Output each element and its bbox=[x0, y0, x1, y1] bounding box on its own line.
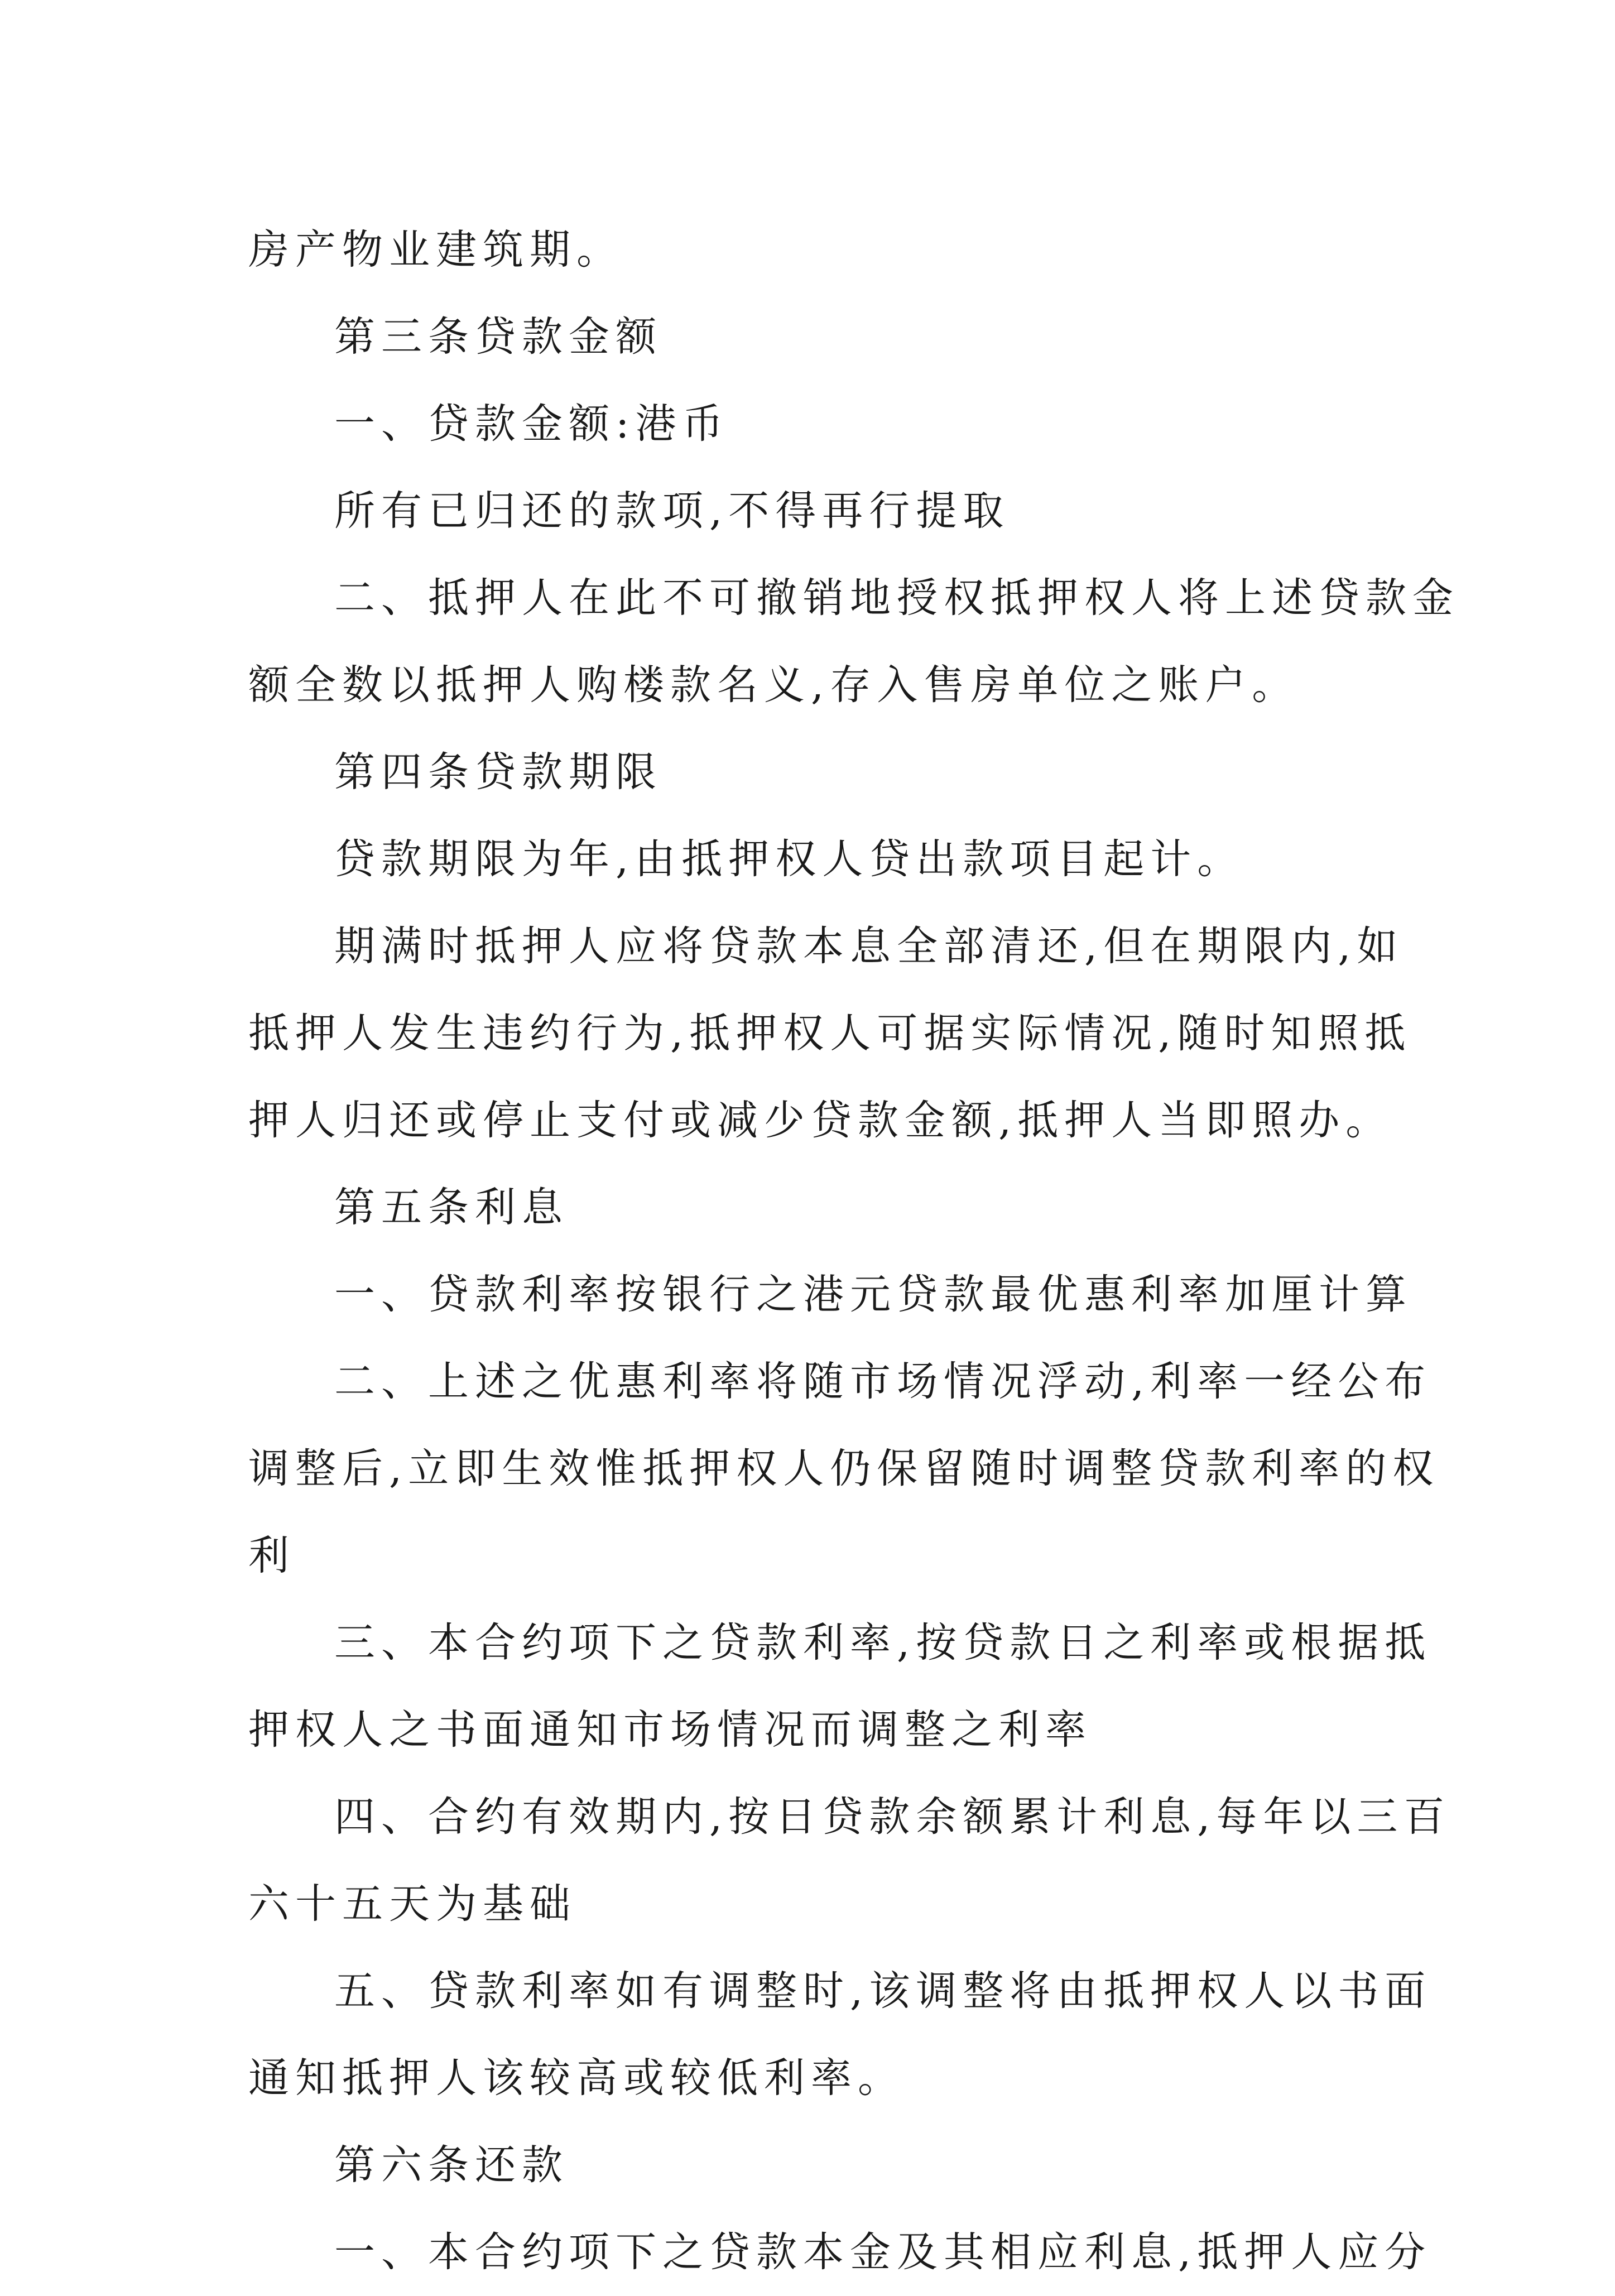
document-line: 押权人之书面通知市场情况而调整之利率 bbox=[248, 1706, 1092, 1754]
document-line: 通知抵押人该较高或较低利率。 bbox=[248, 2054, 905, 2102]
document-line: 额全数以抵押人购楼款名义,存入售房单位之账户。 bbox=[248, 661, 1299, 709]
document-line: 第四条贷款期限 bbox=[334, 748, 662, 796]
document-line: 第五条利息 bbox=[334, 1184, 569, 1231]
document-line: 二、上述之优惠利率将随市场情况浮动,利率一经公布 bbox=[334, 1358, 1432, 1405]
document-line: 第三条贷款金额 bbox=[334, 313, 662, 361]
document-line: 一、贷款金额:港币 bbox=[334, 400, 729, 448]
document-line: 利 bbox=[248, 1532, 295, 1579]
document-line: 押人归还或停止支付或减少贷款金额,抵押人当即照办。 bbox=[248, 1097, 1393, 1144]
document-line: 所有已归还的款项,不得再行提取 bbox=[334, 487, 1010, 535]
document-line: 三、本合约项下之贷款利率,按贷款日之利率或根据抵 bbox=[334, 1619, 1432, 1666]
document-line: 贷款期限为年,由抵押权人贷出款项目起计。 bbox=[334, 835, 1244, 883]
document-line: 调整后,立即生效惟抵押权人仍保留随时调整贷款利率的权 bbox=[248, 1445, 1440, 1492]
document-line: 二、抵押人在此不可撤销地授权抵押权人将上述贷款金 bbox=[334, 574, 1459, 622]
document-line: 六十五天为基础 bbox=[248, 1880, 576, 1928]
document-line: 期满时抵押人应将贷款本息全部清还,但在期限内,如 bbox=[334, 923, 1404, 970]
document-line: 一、贷款利率按银行之港元贷款最优惠利率加厘计算 bbox=[334, 1271, 1412, 1318]
document-body bbox=[248, 206, 1459, 2296]
document-line: 四、合约有效期内,按日贷款余额累计利息,每年以三百 bbox=[334, 1793, 1451, 1841]
document-line: 第六条还款 bbox=[334, 2141, 569, 2189]
document-line: 抵押人发生违约行为,抵押权人可据实际情况,随时知照抵 bbox=[248, 1010, 1412, 1057]
document-line: 五、贷款利率如有调整时,该调整将由抵押权人以书面 bbox=[334, 1967, 1432, 2015]
document-line: 房产物业建筑期。 bbox=[248, 226, 623, 273]
document-line: 一、本合约项下之贷款本金及其相应利息,抵押人应分 bbox=[334, 2228, 1432, 2276]
